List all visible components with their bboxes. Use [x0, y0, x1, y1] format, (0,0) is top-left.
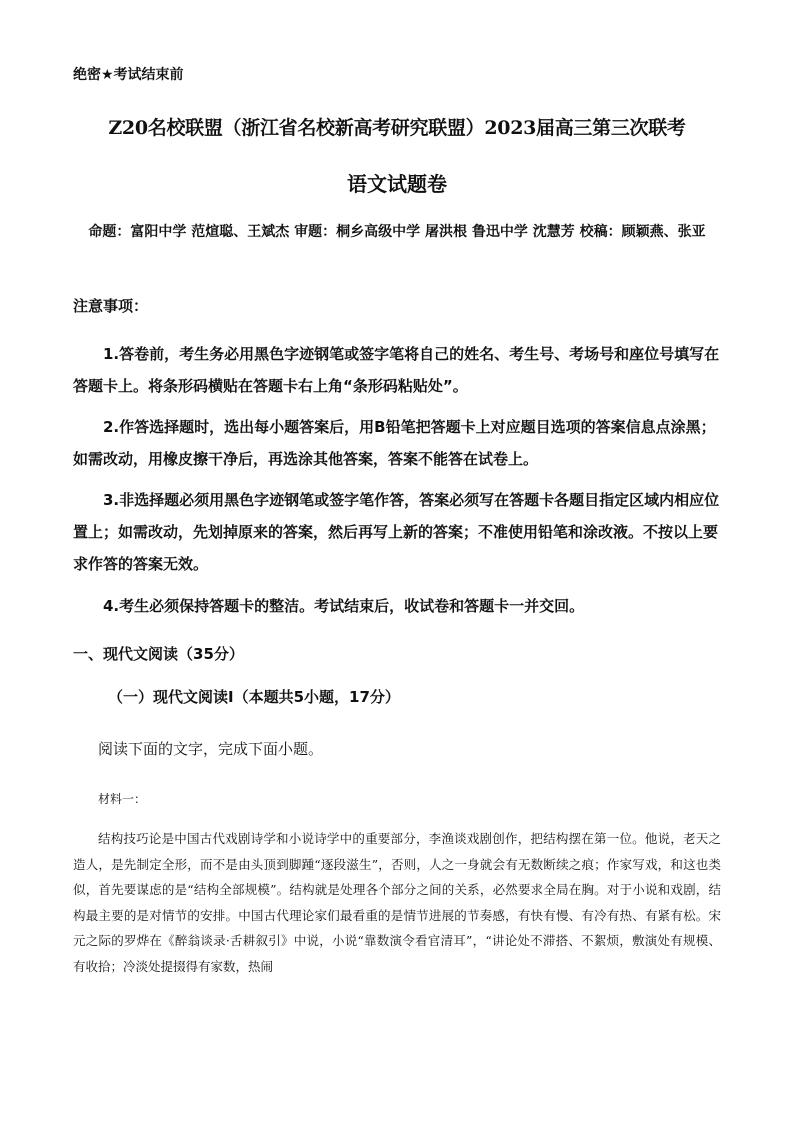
authors-line: 命题：富阳中学 范煊聪、王斌杰 审题：桐乡高级中学 屠洪根 鲁迅中学 沈慧芳 校稿：顾颖燕、张亚: [88, 224, 706, 240]
material-label: 材料一：: [98, 792, 147, 806]
reading-instruction: 阅读下面的文字，完成下面小题。: [98, 740, 324, 758]
section-title: 一、现代文阅读（35分）: [73, 645, 244, 663]
notice-item: 3.非选择题必须用黑色字迹钢笔或签字笔作答，答案必须写在答题卡各题目指定区域内相应位置上；如需改动，先划掉原来的答案，然后再写上新的答案；不准使用铅笔和涂改液。不按以上要求作答的答案无效。: [73, 491, 720, 573]
exam-title: Z20名校联盟（浙江省名校新高考研究联盟）2023届高三第三次联考: [108, 117, 686, 139]
exam-subtitle: 语文试题卷: [347, 172, 447, 196]
material-body-text: 结构技巧论是中国古代戏剧诗学和小说诗学中的重要部分，李渔谈戏剧创作，把结构摆在第一位。他说，老天之造人，是先制定全形，而不是由头顶到脚踵“逐段滋生”，否则，人之一身就会有无数断续之痕；作家写戏，和这也类似，首先要谋虑的是“结构全部规模”。结构就是处理各个部分之间的关系，必然要求全局在胸。对于小说和戏剧，结构最主要的是对情节的安排。中国古代理论家们最看重的是情节进展的节奏感，有快有慢、有冷有热、有紧有松。宋元之际的罗烨在《醉翁谈录·舌耕叙引》中说，小说“靠数演令看官清耳”，“讲论处不滞搭、不絮烦，敷演处有规模、有收拾；冷淡处提掇得有家数，热闹: [73, 831, 721, 974]
subsection-title: （一）现代文阅读Ⅰ（本题共5小题，17分）: [108, 688, 400, 706]
notice-item: 2.作答选择题时，选出每小题答案后，用B铅笔把答题卡上对应题目选项的答案信息点涂黑；如需改动，用橡皮擦干净后，再选涂其他答案，答案不能答在试卷上。: [73, 418, 716, 468]
notice-item: 4.考生必须保持答题卡的整洁。考试结束后，收试卷和答题卡一并交回。: [103, 597, 585, 615]
notice-title: 注意事项：: [73, 297, 149, 315]
notice-item: 1.答卷前，考生务必用黑色字迹钢笔或签字笔将自己的姓名、考生号、考场号和座位号填写在答题卡上。将条形码横贴在答题卡右上角“条形码粘贴处”。: [73, 345, 720, 395]
confidential-label: 绝密★考试结束前: [73, 67, 184, 83]
